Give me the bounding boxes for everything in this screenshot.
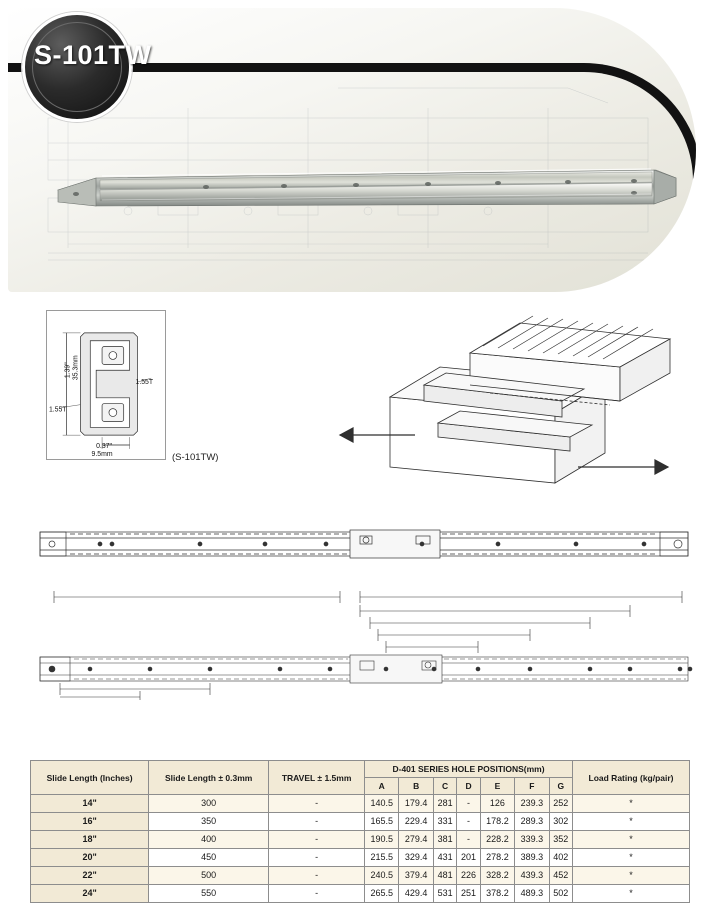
cell-a: 140.5 — [365, 795, 399, 813]
specification-table — [30, 760, 690, 903]
cross-section-diagram — [46, 310, 166, 460]
cell-d: - — [457, 795, 480, 813]
cell-mm: 300 — [149, 795, 269, 813]
header-slide-length-inches: Slide Length (Inches) — [31, 761, 149, 795]
dim-height-inch: 1.39" — [64, 362, 72, 379]
table-row — [31, 813, 690, 831]
cell-a: 165.5 — [365, 813, 399, 831]
cell-f: 389.3 — [515, 849, 549, 867]
cell-load: * — [573, 849, 690, 867]
cell-travel: - — [269, 831, 365, 849]
cell-e: 278.2 — [480, 849, 514, 867]
header-load-rating: Load Rating (kg/pair) — [573, 761, 690, 795]
header-col-b: B — [399, 778, 433, 795]
header-col-d: D — [457, 778, 480, 795]
cell-f: 439.3 — [515, 867, 549, 885]
cell-b: 229.4 — [399, 813, 433, 831]
header-travel: TRAVEL ± 1.5mm — [269, 761, 365, 795]
cell-travel: - — [269, 885, 365, 903]
cell-load: * — [573, 795, 690, 813]
dim-height-mm: 35.3mm — [72, 355, 80, 381]
cell-g: 352 — [549, 831, 572, 849]
cell-b: 179.4 — [399, 795, 433, 813]
cell-d: - — [457, 831, 480, 849]
cell-f: 289.3 — [515, 813, 549, 831]
cell-c: 381 — [433, 831, 456, 849]
cell-travel: - — [269, 867, 365, 885]
direction-arrow-right — [578, 460, 668, 474]
plan-view-extended-dimensions — [30, 585, 698, 700]
cell-inches: 16" — [31, 813, 149, 831]
cell-c: 331 — [433, 813, 456, 831]
cell-e: 126 — [480, 795, 514, 813]
cell-load: * — [573, 885, 690, 903]
cell-e: 378.2 — [480, 885, 514, 903]
plan-view-closed — [30, 520, 698, 570]
cell-travel: - — [269, 849, 365, 867]
header-hole-positions: D-401 SERIES HOLE POSITIONS(mm) — [365, 761, 573, 778]
cell-d: 226 — [457, 867, 480, 885]
cell-mm: 400 — [149, 831, 269, 849]
cell-g: 302 — [549, 813, 572, 831]
cell-a: 215.5 — [365, 849, 399, 867]
cell-g: 502 — [549, 885, 572, 903]
cell-f: 239.3 — [515, 795, 549, 813]
drawer-isometric-diagram — [320, 305, 700, 490]
dim-thickness-left: 1.55T — [48, 406, 67, 414]
cell-mm: 350 — [149, 813, 269, 831]
cell-f: 489.3 — [515, 885, 549, 903]
cell-inches: 22" — [31, 867, 149, 885]
cell-mm: 450 — [149, 849, 269, 867]
cell-g: 452 — [549, 867, 572, 885]
table-body — [31, 795, 690, 903]
cell-inches: 20" — [31, 849, 149, 867]
cell-a: 240.5 — [365, 867, 399, 885]
model-name: S-101TW — [34, 40, 152, 70]
cell-mm: 500 — [149, 867, 269, 885]
cross-section-svg — [47, 311, 165, 459]
header-slide-length-mm: Slide Length ± 0.3mm — [149, 761, 269, 795]
cell-a: 265.5 — [365, 885, 399, 903]
cell-load: * — [573, 831, 690, 849]
cell-inches: 14" — [31, 795, 149, 813]
header-col-f: F — [515, 778, 549, 795]
header-col-c: C — [433, 778, 456, 795]
cell-c: 281 — [433, 795, 456, 813]
specification-table-wrapper — [30, 760, 690, 903]
cell-e: 178.2 — [480, 813, 514, 831]
cell-f: 339.3 — [515, 831, 549, 849]
cell-g: 402 — [549, 849, 572, 867]
header-col-a: A — [365, 778, 399, 795]
cell-travel: - — [269, 795, 365, 813]
header-col-g: G — [549, 778, 572, 795]
cell-mm: 550 — [149, 885, 269, 903]
table-row — [31, 831, 690, 849]
cell-d: 201 — [457, 849, 480, 867]
cell-travel: - — [269, 813, 365, 831]
cell-g: 252 — [549, 795, 572, 813]
cell-inches: 24" — [31, 885, 149, 903]
cell-c: 481 — [433, 867, 456, 885]
cell-e: 228.2 — [480, 831, 514, 849]
dim-thickness-right: 1.55T — [135, 379, 154, 387]
cell-d: 251 — [457, 885, 480, 903]
cell-b: 329.4 — [399, 849, 433, 867]
cell-c: 431 — [433, 849, 456, 867]
cell-load: * — [573, 867, 690, 885]
product-photo-slide — [56, 156, 678, 214]
table-row — [31, 849, 690, 867]
cell-b: 429.4 — [399, 885, 433, 903]
table-row — [31, 867, 690, 885]
cell-a: 190.5 — [365, 831, 399, 849]
table-row — [31, 885, 690, 903]
cell-d: - — [457, 813, 480, 831]
cross-section-caption: (S-101TW) — [172, 452, 219, 463]
cell-inches: 18" — [31, 831, 149, 849]
hero-banner — [0, 0, 719, 298]
dim-width-mm: 9.5mm — [91, 450, 113, 458]
dim-width-inch: 0.37" — [96, 442, 112, 450]
cell-c: 531 — [433, 885, 456, 903]
cell-load: * — [573, 813, 690, 831]
cell-e: 328.2 — [480, 867, 514, 885]
header-col-e: E — [480, 778, 514, 795]
table-head — [31, 761, 690, 795]
cell-b: 279.4 — [399, 831, 433, 849]
table-header-row-1 — [31, 761, 690, 778]
table-row — [31, 795, 690, 813]
cell-b: 379.4 — [399, 867, 433, 885]
